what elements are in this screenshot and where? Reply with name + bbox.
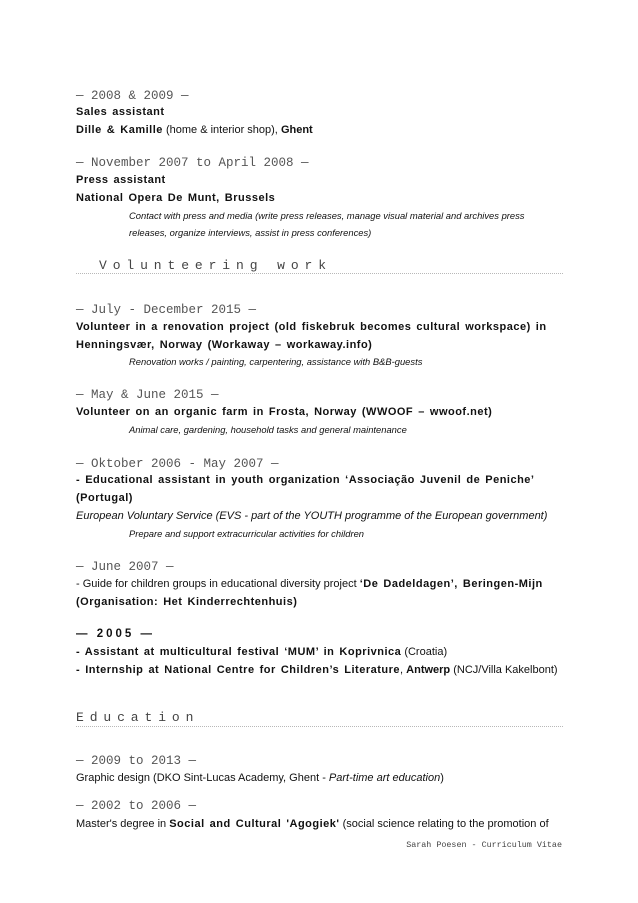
page-footer: Sarah Poesen - Curriculum Vitae [406, 840, 562, 850]
section-heading-volunteering: Volunteering work [99, 258, 332, 273]
entry-title: Henningsvær, Norway (Workaway – workaway.info) [76, 339, 373, 351]
entry-date: — Oktober 2006 - May 2007 — [76, 457, 279, 471]
entry-title-bold: ‘De Dadeldagen’, Beringen-Mijn [359, 578, 543, 590]
section-divider [76, 726, 563, 727]
entry-date: — July - December 2015 — [76, 303, 257, 317]
entry-title-plain: - Guide for children groups in educational diversity project [76, 578, 357, 590]
entry-org: Dille & Kamille [76, 124, 163, 136]
entry-date: — 2009 to 2013 — [76, 754, 197, 768]
entry-title-line [76, 818, 549, 830]
entry-description: Contact with press and media (write press releases, manage visual material and archives press [129, 210, 525, 221]
entry-description: Renovation works / painting, carpentering, assistance with B&B-guests [129, 356, 423, 367]
entry-subtitle: European Voluntary Service (EVS - part of the YOUTH programme of the European government) [76, 510, 548, 522]
entry-title-plain: (social science relating to the promotion of [342, 818, 549, 830]
entry-title-plain: Master's degree in [76, 818, 167, 830]
entry-title: Volunteer on an organic farm in Frosta, Norway (WWOOF – wwoof.net) [76, 406, 493, 418]
entry-title-bold: - Internship at National Centre for Children’s Literature [76, 664, 401, 676]
entry-title-bold: Antwerp [406, 664, 451, 676]
entry-org: National Opera De Munt, Brussels [76, 192, 276, 204]
entry-date: — 2005 — [76, 628, 155, 640]
entry-date: — 2002 to 2006 — [76, 799, 197, 813]
entry-date: — May & June 2015 — [76, 388, 219, 402]
entry-title-italic: Part-time art education [328, 772, 441, 784]
entry-title: - Educational assistant in youth organization ‘Associação Juvenil de Peniche’ [76, 474, 535, 486]
entry-title-plain: (NCJ/Villa Kakelbont) [453, 664, 558, 676]
section-divider [76, 273, 563, 274]
entry-city: Ghent [280, 124, 313, 136]
entry-title-bold: Social and Cultural 'Agogiek' [169, 818, 340, 830]
entry-org-detail: (home & interior shop), [165, 124, 278, 136]
entry-title-plain: Graphic design (DKO Sint-Lucas Academy, Ghent - [76, 772, 326, 784]
entry-title-bold: - Assistant at multicultural festival ‘MUM’ in Koprivnica [76, 646, 402, 658]
entry-title-plain: (Croatia) [404, 646, 448, 658]
entry-description: Animal care, gardening, household tasks and general maintenance [129, 424, 407, 435]
entry-role: Sales assistant [76, 106, 165, 118]
entry-date: — 2008 & 2009 — [76, 89, 189, 103]
entry-title: (Portugal) [76, 492, 133, 504]
entry-title-plain: , [400, 664, 404, 676]
entry-title-line [76, 578, 543, 590]
entry-title: (Organisation: Het Kinderrechtenhuis) [76, 596, 298, 608]
entry-date: — November 2007 to April 2008 — [76, 156, 309, 170]
entry-role: Press assistant [76, 174, 166, 186]
entry-title-plain: ) [440, 772, 444, 784]
entry-title-line [76, 772, 444, 784]
entry-title: Volunteer in a renovation project (old fiskebruk becomes cultural workspace) in [76, 321, 547, 333]
entry-date: — June 2007 — [76, 560, 174, 574]
entry-org-line [76, 124, 313, 136]
entry-title-line [76, 664, 558, 676]
entry-description: releases, organize interviews, assist in press conferences) [129, 227, 372, 238]
section-heading-education: Education [76, 710, 200, 725]
entry-description: Prepare and support extracurricular activities for children [129, 528, 365, 539]
entry-title-line [76, 646, 447, 658]
